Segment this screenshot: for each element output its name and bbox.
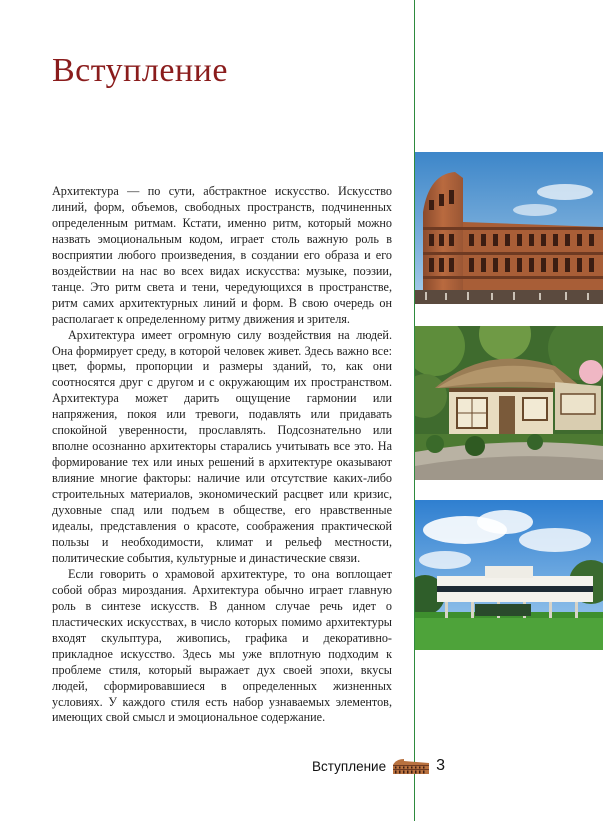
page-title: Вступление: [52, 52, 228, 89]
paragraph-1: Архитектура — по сути, абстрактное искусство. Искусство линий, форм, объемов, свободных пространств, подчиненных определенным ритмам. Кстати, именно ритм, который можно назвать эмоциональным кодом, играет столь важную роль в восприятии любого произведения, в создании его образа и его воздействии на нас во всех видах искусства: музыке, поэзии, танце. Это ритм света и тени, чередующихся в пространстве, ритм самих архитектурных линий и форм. В свою очередь он располагает к определенному ритму движения и зрителя.: [52, 184, 392, 326]
footer-section-title: Вступление: [312, 758, 387, 774]
paragraph-2: Архитектура имеет огромную силу воздействия на людей. Она формирует среду, в которой человек живет. Здесь важно все: цвет, формы, пропорции и размеры зданий, то, как они соотносятся друг с другом и с окружающим их пространством. Архитектура может дарить ощущение гармонии или напряжения, покоя или тревоги, подавлять или придавать спокойной уверенности, прославлять. Подсознательно или вполне осознанно архитекторы старались учитывать все это. На формирование тех или иных решений в архитектуре оказывают влияние многие факторы: наличие или отсутствие каких-либо строительных материалов, экономический расцвет или кризис, духовные спад или подъем в обществе, его нравственные идеалы, представления о красоте, соображения практической пользы и необходимости, климат и рельеф местности, политические события, культурные и династические связи.: [52, 327, 392, 565]
page-number: 3: [436, 757, 445, 774]
modernist-villa-photo: [415, 500, 603, 650]
paragraph-3: Если говорить о храмовой архитектуре, то она воплощает собой образ мироздания. Архитектура обычно играет главную роль в синтезе искусств. В данном случае речь идет о пластических искусствах, в число которых помимо архитектуры входят скульптура, живопись, графика и декоративно-прикладное искусство. Здесь мы уже вплотную подходим к проблеме стиля, который выражает дух своей эпохи, вкусы людей, сформировавшиеся в определенных жизненных условиях. У каждого стиля есть набор узнаваемых элементов, имеющих свой смысл и эмоциональное содержание.: [52, 566, 392, 725]
body-text: [52, 184, 392, 726]
page-footer: [312, 756, 445, 776]
thatched-house-photo: [415, 326, 603, 480]
colosseum-icon: [392, 758, 430, 774]
colosseum-photo: [415, 152, 603, 304]
